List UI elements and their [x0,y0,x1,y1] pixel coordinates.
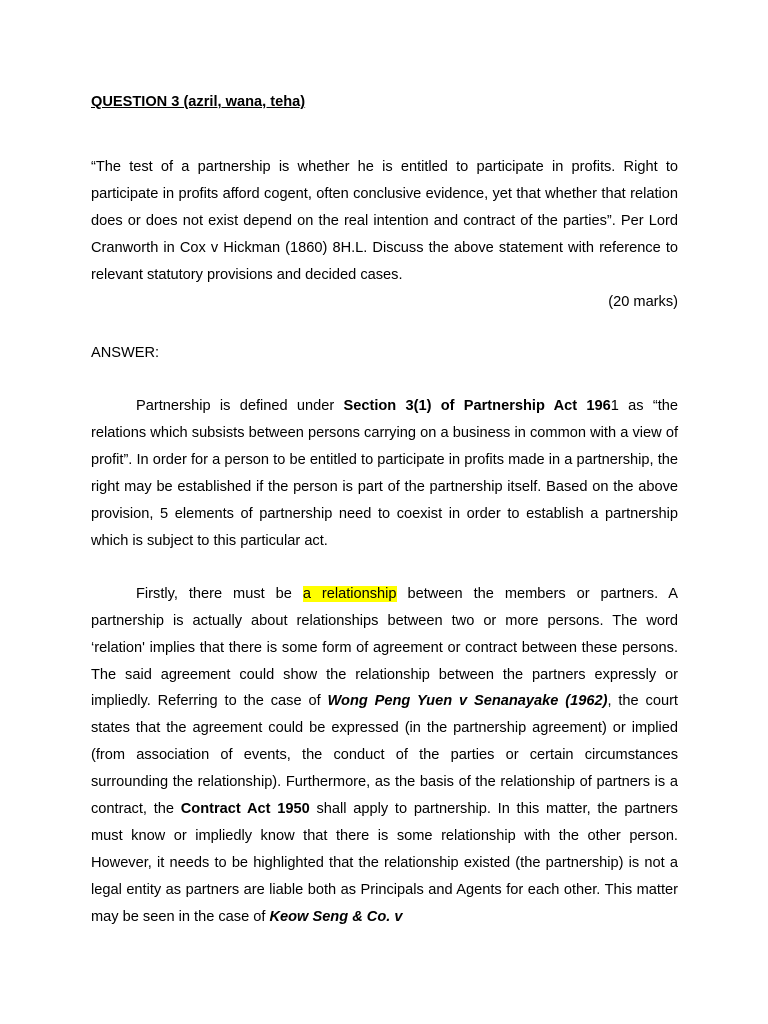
paragraph-text: Firstly, there must be [136,585,303,602]
answer-paragraph-2 [91,581,678,931]
answer-paragraph-1 [91,393,678,554]
statute-reference: Section 3(1) of Partnership Act 196 [343,398,611,415]
statute-reference: Contract Act 1950 [180,801,310,818]
paragraph-text: Partnership is defined under [136,398,344,415]
paragraph-text: between the members or partners. A partnership is actually about relationships between two or more persons. The word ‘relation' implies that there is some form of agreement or contract between these persons. The said agreement could show the relationship between the partners expressly or impliedly. Referring to the case of [91,585,679,710]
case-citation: Wong Peng Yuen v Senanayake (1962) [327,693,608,710]
spacer [91,113,678,154]
paragraph-text: shall apply to partnership. In this matter, the partners must know or impliedly know that there is some relationship with the other person. However, it needs to be highlighted that the relationship existed (the partnership) is not a legal entity as partners are liable both as Principals and Agents for each other. This matter may be seen in the case of [91,801,678,925]
answer-label: ANSWER: [91,345,160,362]
question-heading: QUESTION 3 (azril, wana, teha) [91,94,306,110]
document-page [91,92,678,931]
question-text: “The test of a partnership is whether he is entitled to participate in profits. Right to participate in profits afford cogent, often conclusive evidence, yet that whether that relation does or does not exist depend on the real intention and contract of the parties”. Per Lord Cranworth in Cox v Hickman (1860) 8H.L. Discuss the above statement with reference to relevant statutory provisions and decided cases. [91,159,678,283]
spacer [91,555,678,581]
paragraph-text: , the court states that the agreement could be expressed (in the partnership agreement) or implied (from association of events, the conduct of the parties or certain circumstances surrounding the relationship). Furthermore, as the basis of the relationship of partners is a contract, the [91,693,678,818]
spacer [91,367,678,393]
paragraph-text: 1 as “the relations which subsists between persons carrying on a business in common with a view of profit”. In order for a person to be entitled to participate in profits made in a partnership, the right may be established if the person is part of the partnership itself. Based on the above provision, 5 elements of partnership need to coexist in order to establish a partnership which is subject to this particular act. [91,398,679,549]
spacer [91,315,678,340]
question-marks: (20 marks) [608,293,678,310]
highlighted-text: a relationship [302,585,397,602]
case-citation: Keow Seng & Co. v [269,908,403,925]
